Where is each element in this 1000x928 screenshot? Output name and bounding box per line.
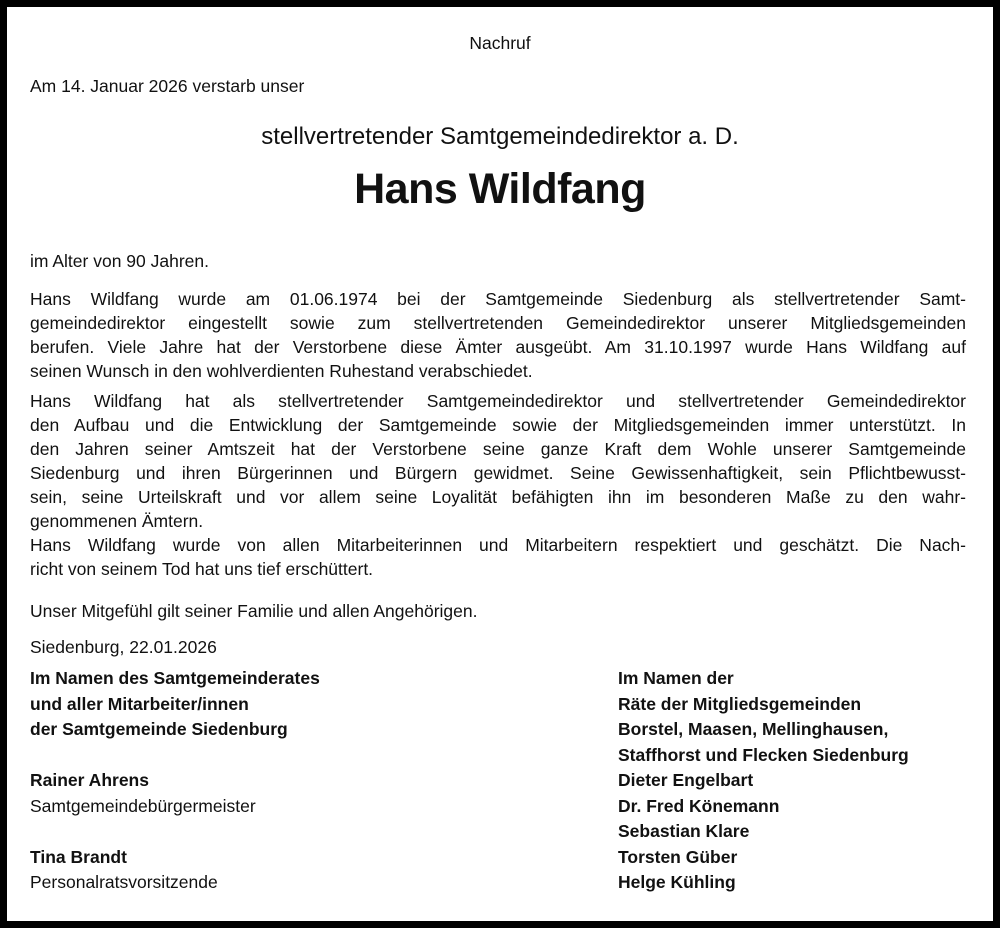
signer-name: Helge Kühling: [618, 872, 736, 892]
signature-heading-line: und aller Mitarbeiter/innen: [30, 693, 249, 714]
role-title: stellvertretender Samtgemeindedirektor a. D.: [261, 123, 739, 150]
text-line: genommenen Ämtern.: [30, 511, 204, 531]
signature-heading-line: Im Namen des Samtgemeinderates: [30, 668, 320, 688]
signature-heading-line: Räte der Mitgliedsgemeinden: [618, 693, 862, 714]
signature-heading-line: Staffhorst und Flecken Siedenburg: [618, 744, 909, 765]
text-line: den Jahren seiner Amtszeit hat der Verstorbene seine ganze Kraft dem Wohle unserer Samtgemeinde: [30, 439, 966, 459]
signer-name: Dr. Fred Könemann: [618, 795, 780, 816]
text-line: Hans Wildfang wurde von allen Mitarbeiterinnen und Mitarbeitern respektiert und geschätzt. Die Nach-: [30, 535, 966, 555]
signer-name: Rainer Ahrens: [30, 770, 149, 790]
signature-block-right: [618, 666, 909, 896]
signer-name: Sebastian Klare: [618, 821, 750, 841]
spacer: [30, 819, 320, 845]
signer-name: Dieter Engelbart: [618, 770, 754, 790]
text-line: gemeindedirektor eingestellt sowie zum stellvertretenden Gemeindedirektor unserer Mitgliedsgemeinden: [30, 313, 966, 333]
text-line: sein, seine Urteilskraft und vor allem seine Loyalität befähigten ihn im besonderen Maße zu den wahr-: [30, 487, 966, 507]
signature-block-left: [30, 666, 320, 896]
text-line: Hans Wildfang wurde am 01.06.1974 bei der Samtgemeinde Siedenburg als stellvertretender Samt-: [30, 289, 966, 309]
signature-heading-line: Borstel, Maasen, Mellinghausen,: [618, 719, 889, 739]
notice-type-label: Nachruf: [469, 33, 531, 53]
text-line: Unser Mitgefühl gilt seiner Familie und allen Angehörigen.: [30, 601, 478, 621]
place-date: Siedenburg, 22.01.2026: [30, 637, 217, 657]
signature-heading-line: Im Namen der: [618, 668, 734, 688]
text-line: Hans Wildfang hat als stellvertretender Samtgemeindedirektor und stellvertretender Gemeindedirektor: [30, 391, 966, 411]
text-line: Siedenburg und ihren Bürgerinnen und Bürgern gewidmet. Seine Gewissenhaftigkeit, sein Pflichtbewusst-: [30, 463, 966, 483]
signature-heading-line: der Samtgemeinde Siedenburg: [30, 719, 288, 739]
text-line: seinen Wunsch in den wohlverdienten Ruhestand verabschiedet.: [30, 361, 533, 381]
obituary-notice: [7, 7, 993, 921]
paragraph-tribute: [30, 389, 966, 581]
paragraph-condolence: [30, 599, 966, 623]
paragraph-career: [30, 287, 966, 383]
signer-title: Samtgemeindebürgermeister: [30, 795, 256, 816]
age-line: im Alter von 90 Jahren.: [30, 251, 209, 271]
signer-title: Personalratsvorsitzende: [30, 872, 218, 892]
signer-name: Torsten Güber: [618, 846, 738, 867]
intro-line: Am 14. Januar 2026 verstarb unser: [30, 76, 305, 96]
spacer: [30, 743, 320, 769]
text-line: den Aufbau und die Entwicklung der Samtgemeinde sowie der Mitgliedsgemeinden immer unterstützt. In: [30, 415, 966, 435]
text-line: berufen. Viele Jahre hat der Verstorbene diese Ämter ausgeübt. Am 31.10.1997 wurde Hans Wildfang auf: [30, 337, 966, 357]
text-line: richt von seinem Tod hat uns tief erschüttert.: [30, 559, 374, 579]
signer-name: Tina Brandt: [30, 846, 127, 867]
deceased-name: Hans Wildfang: [354, 165, 646, 213]
